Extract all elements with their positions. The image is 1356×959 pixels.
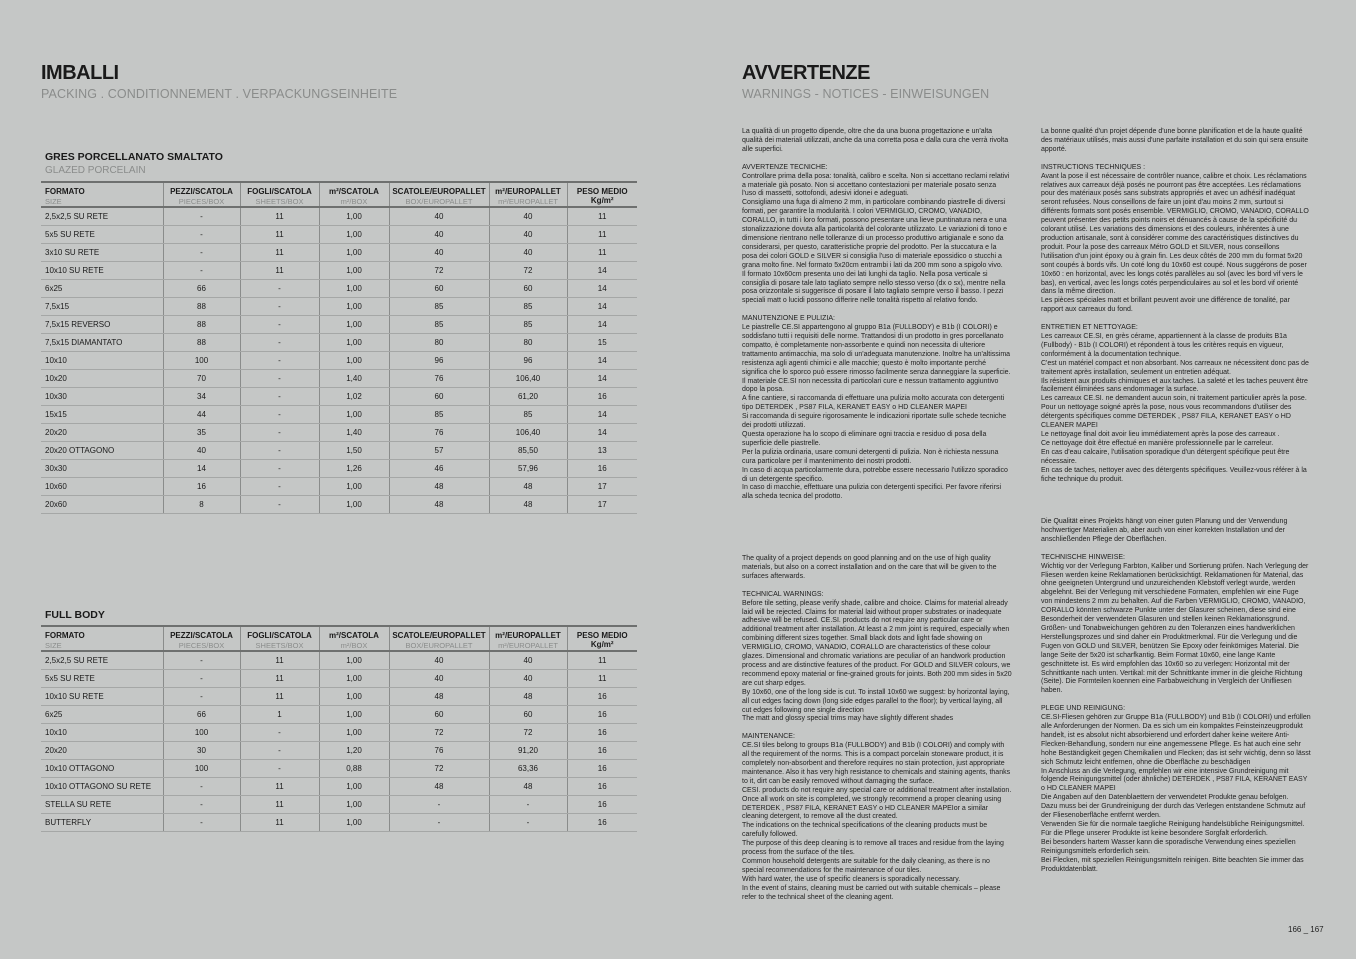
table-cell: 85 <box>389 405 489 423</box>
table-cell: 88 <box>163 315 240 333</box>
table-cell: 8 <box>163 495 240 513</box>
column-header-sublabel: SHEETS/BOX <box>255 641 304 650</box>
table-cell: 1,00 <box>319 333 389 351</box>
table-cell: 61,20 <box>489 387 567 405</box>
table-cell: 14 <box>567 351 637 369</box>
table-row <box>41 405 637 423</box>
paragraph: The quality of a project depends on good planning and on the use of high quality materials, but also on a correct installation and on the care that will be given to the surfaces afterwards. <box>742 555 997 580</box>
table-cell: 34 <box>163 387 240 405</box>
table-cell: 10x60 <box>41 477 163 495</box>
table-cell: 1,40 <box>319 369 389 387</box>
table-row <box>41 225 637 243</box>
column-header <box>319 626 389 651</box>
column-header <box>319 182 389 207</box>
table-cell: 40 <box>163 441 240 459</box>
packing-table-glazed <box>41 181 637 514</box>
table-cell: 1,02 <box>319 387 389 405</box>
table-cell: 40 <box>489 669 567 687</box>
table-cell: 91,20 <box>489 741 567 759</box>
table-cell: 16 <box>567 795 637 813</box>
table-row <box>41 459 637 477</box>
table-cell: 88 <box>163 333 240 351</box>
table-cell: 16 <box>567 759 637 777</box>
table-cell: 85,50 <box>489 441 567 459</box>
table-cell: 76 <box>389 741 489 759</box>
column-header <box>41 626 163 651</box>
table-cell: - <box>240 423 319 441</box>
table-cell: 20x60 <box>41 495 163 513</box>
table-cell: 11 <box>567 243 637 261</box>
table-cell: 16 <box>567 741 637 759</box>
column-header-sublabel: PIECES/BOX <box>178 641 225 650</box>
table-cell: 1,00 <box>319 705 389 723</box>
section-title-glazed: GRES PORCELLANATO SMALTATO <box>45 151 223 163</box>
section-subtitle-glazed: GLAZED PORCELAIN <box>45 165 146 176</box>
column-header-sublabel: m²/BOX <box>340 197 368 206</box>
table-cell: 17 <box>567 495 637 513</box>
table-cell: 16 <box>163 477 240 495</box>
table-cell: 13 <box>567 441 637 459</box>
table-cell: - <box>240 387 319 405</box>
column-header-label: PESO MEDIO Kg/m² <box>576 187 628 205</box>
table-cell: 40 <box>489 225 567 243</box>
table-row <box>41 813 637 831</box>
table-cell: 16 <box>567 723 637 741</box>
table-cell: 40 <box>489 651 567 669</box>
column-header-sublabel: BOX/EUROPALLET <box>405 197 473 206</box>
table-cell: 1,00 <box>319 651 389 669</box>
table-cell: - <box>489 795 567 813</box>
table-cell: 14 <box>567 279 637 297</box>
table-cell: 2,5x2,5 SU RETE <box>41 651 163 669</box>
table-cell: 48 <box>389 477 489 495</box>
column-header <box>567 626 637 651</box>
table-cell: 100 <box>163 723 240 741</box>
table-cell: 11 <box>240 795 319 813</box>
table-cell: 10x10 <box>41 351 163 369</box>
table-cell: 72 <box>389 261 489 279</box>
column-header <box>240 626 319 651</box>
warnings-german <box>1041 518 1311 883</box>
table-cell: 48 <box>489 777 567 795</box>
table-cell: - <box>163 777 240 795</box>
table-cell: - <box>240 741 319 759</box>
table-cell: 15 <box>567 333 637 351</box>
paragraph: La bonne qualité d'un projet dépende d'une bonne planification et de la haute qualité des matériaux utilisés, mais aussi d'une parfaite installation et du soin qui sera ensuite apporté. <box>1041 128 1309 153</box>
table-row <box>41 261 637 279</box>
table-cell: - <box>163 243 240 261</box>
column-header-label: FOGLI/SCATOLA <box>247 631 312 640</box>
table-cell: 72 <box>489 723 567 741</box>
table-cell: 40 <box>389 669 489 687</box>
table-cell: - <box>240 405 319 423</box>
table-cell: 16 <box>567 387 637 405</box>
table-row <box>41 795 637 813</box>
table-cell: 1,00 <box>319 795 389 813</box>
table-cell: 16 <box>567 777 637 795</box>
table-cell: - <box>163 669 240 687</box>
column-header-label: m²/SCATOLA <box>329 187 379 196</box>
table-row <box>41 495 637 513</box>
table-cell: 60 <box>489 279 567 297</box>
table-cell: 106,40 <box>489 369 567 387</box>
table-cell: 48 <box>389 687 489 705</box>
table-cell: 10x10 SU RETE <box>41 261 163 279</box>
table-row <box>41 477 637 495</box>
table-cell: 60 <box>389 705 489 723</box>
table-cell: 11 <box>240 207 319 225</box>
table-cell: - <box>240 441 319 459</box>
table-cell: 60 <box>389 279 489 297</box>
table-cell: 1 <box>240 705 319 723</box>
table-cell: 1,00 <box>319 405 389 423</box>
table-cell: 6x25 <box>41 279 163 297</box>
table-cell: 2,5x2,5 SU RETE <box>41 207 163 225</box>
table-row <box>41 723 637 741</box>
column-header-label: PEZZI/SCATOLA <box>170 187 233 196</box>
table-cell: 1,00 <box>319 813 389 831</box>
table-row <box>41 441 637 459</box>
table-cell: 1,00 <box>319 207 389 225</box>
table-cell: - <box>163 207 240 225</box>
table-cell: 48 <box>489 687 567 705</box>
paragraph: TECHNICAL WARNINGS: Before tile setting, please verify shade, calibre and choice. Claims for material already laid will be rejected. Claims for material laid without proper substrates or inadequate adhesive will be refused. CE.SI. products do not require any particular care or additional treatment after installation. At least a 2 mm joint is required, especially when combining different sizes together. Small black dots and light fade showing on VERMIGLIO, CROMO, VANADIO, CORALLO are characteristics of these colour glazes. Dimensional and chromatic variations are peculiar of an handwork production process and are distinctive features of the product. For GOLD and SILVER colours, we recommend epoxy material or fine-grained grouts for joints. Both 200 mm sides in 5x20 are cut sharp edges. By 10x60, one of the long side is cut. To install 10x60 we suggest: by horizontal laying, all cut edges facing down (long side edges parallel to the floor); by vertical laying, all cut edges following one single direction The matt and glossy special trims may have slightly different shades <box>742 590 1012 723</box>
table-cell: 11 <box>240 261 319 279</box>
column-header-label: FORMATO <box>45 187 85 196</box>
table-cell: 11 <box>240 243 319 261</box>
table-cell: 7,5x15 REVERSO <box>41 315 163 333</box>
table-cell: 1,00 <box>319 687 389 705</box>
table-cell: 11 <box>240 777 319 795</box>
table-cell: - <box>489 813 567 831</box>
table-cell: 40 <box>389 207 489 225</box>
column-header-sublabel: m²/EUROPALLET <box>498 197 558 206</box>
page-subtitle-left: PACKING . CONDITIONNEMENT . VERPACKUNGSEINHEITE <box>41 87 398 101</box>
table-cell: 14 <box>567 405 637 423</box>
table-row <box>41 777 637 795</box>
table-cell: 5x5 SU RETE <box>41 669 163 687</box>
table-cell: 85 <box>489 297 567 315</box>
table-cell: 1,00 <box>319 495 389 513</box>
table-row <box>41 315 637 333</box>
table-cell: 14 <box>567 369 637 387</box>
table-cell: 106,40 <box>489 423 567 441</box>
warnings-english <box>742 555 1012 912</box>
table-row <box>41 243 637 261</box>
table-cell: 16 <box>567 813 637 831</box>
table-row <box>41 207 637 225</box>
table-row <box>41 351 637 369</box>
table-cell: 1,00 <box>319 297 389 315</box>
table-cell: 63,36 <box>489 759 567 777</box>
paragraph: MAINTENANCE: CE.SI tiles belong to groups B1a (FULLBODY) and B1b (I COLORI) and comply with all the requirement of the norms. This is a compact porcelain stoneware product, it is completely non-absorbent and therefore requires no stain protection, just appropriate maintenance. Also it has very high resistance to chemicals and staining agents, thanks to it, dirt can be easily removed without damaging the surface. CESI. products do not require any special care or additional treatment after installation. Once all work on site is completed, we strongly recommend a proper cleaning using DETERDEK , PS87 FILA, KERANET EASY o HD CLEANER MAPEIor a similar cleaning detergent, to remove all the dust created. The indications on the technical specifications of the cleaning products must be carefully followed. The purpose of this deep cleaning is to remove all traces and residue from the laying process from the surface of the tiles. Common household detergents are suitable for the daily cleaning, as there is no special recommendations for the maintenance of our tiles. With hard water, the use of specific cleaners is sporadically necessary. In the event of stains, cleaning must be carried out with suitable chemicals – please refer to the technical sheet of the cleaning agent. <box>742 733 1012 901</box>
table-cell: 16 <box>567 459 637 477</box>
table-row <box>41 687 637 705</box>
column-header <box>389 182 489 207</box>
table-cell: 48 <box>389 777 489 795</box>
table-cell: 1,20 <box>319 741 389 759</box>
table-cell: 20x20 OTTAGONO <box>41 441 163 459</box>
table-row <box>41 369 637 387</box>
table-cell: 96 <box>489 351 567 369</box>
table-cell: 1,00 <box>319 279 389 297</box>
table-cell: 46 <box>389 459 489 477</box>
table-cell: 1,40 <box>319 423 389 441</box>
table-row <box>41 279 637 297</box>
table-cell: BUTTERFLY <box>41 813 163 831</box>
table-cell: 70 <box>163 369 240 387</box>
section-title-fullbody: FULL BODY <box>45 609 105 621</box>
table-cell: 1,00 <box>319 669 389 687</box>
table-cell: 100 <box>163 759 240 777</box>
table-cell: 1,26 <box>319 459 389 477</box>
table-row <box>41 333 637 351</box>
column-header <box>389 626 489 651</box>
column-header <box>567 182 637 207</box>
column-header <box>489 626 567 651</box>
page-title-left: IMBALLI <box>41 62 119 84</box>
table-cell: - <box>240 477 319 495</box>
table-cell: 60 <box>389 387 489 405</box>
table-cell: 17 <box>567 477 637 495</box>
table-cell: 5x5 SU RETE <box>41 225 163 243</box>
table-cell: 96 <box>389 351 489 369</box>
column-header-label: SCATOLE/EUROPALLET <box>392 631 486 640</box>
table-cell: 72 <box>389 759 489 777</box>
column-header <box>163 626 240 651</box>
table-cell: 1,00 <box>319 225 389 243</box>
packing-table-fullbody <box>41 625 637 832</box>
page-subtitle-right: WARNINGS - NOTICES - EINWEISUNGEN <box>742 87 990 101</box>
table-cell: 11 <box>567 207 637 225</box>
paragraph: La qualità di un progetto dipende, oltre che da una buona progettazione e un'alta qualità dei materiali utilizzati, anche da una corretta posa e dalla cura che verrà rivolta alle superfici. <box>742 128 1009 153</box>
table-cell: 48 <box>489 495 567 513</box>
table-cell: 1,00 <box>319 261 389 279</box>
table-cell: 85 <box>389 315 489 333</box>
column-header-sublabel: SIZE <box>45 197 62 206</box>
column-header-label: PESO MEDIO Kg/m² <box>576 631 628 649</box>
table-row <box>41 741 637 759</box>
table-cell: 14 <box>567 297 637 315</box>
table-cell: 10x20 <box>41 369 163 387</box>
table-cell: 0,88 <box>319 759 389 777</box>
table-cell: 1,00 <box>319 315 389 333</box>
table-row <box>41 387 637 405</box>
page-numbers: 166 _ 167 <box>1288 925 1324 934</box>
table-cell: - <box>240 297 319 315</box>
table-cell: 11 <box>240 225 319 243</box>
column-header <box>489 182 567 207</box>
table-cell: 57,96 <box>489 459 567 477</box>
table-cell: 76 <box>389 423 489 441</box>
table-cell: 7,5x15 <box>41 297 163 315</box>
table-cell: 60 <box>489 705 567 723</box>
table-cell: 72 <box>389 723 489 741</box>
paragraph: PLEGE UND REINIGUNG: CE.SI-Fliesen gehören zur Gruppe B1a (FULLBODY) und B1b (I COLORI) und erfüllen alle Anforderungen der Normen. Da es sich um ein kompaktes Feinsteinzeugprodukt handelt, ist es absolut nicht absorbierend und erfordert daher keine weitere Anti-Flecken-Behandlung, sondern nur eine angemessene Pflege. Es hat auch eine sehr hohe Beständigkeit gegen Chemikalien und Flecken; das ist sehr wichtig, denn so lässt sich Schmutz leicht entfernen, ohne die Oberfläche zu beschädigen In Anschluss an die Verlegung, empfehlen wir eine intensive Grundreinigung mit folgende Reinigungsmittel (oder ähnliche) DETERDEK , PS87 FILA, KERANET EASY o HD CLEANER MAPEI Die Angaben auf den Datenblaettern der verwendetet Produkte genau befolgen. Dazu muss bei der Grundreinigung der durch das Verlegen entstandene Schmutz auf der Fliesenoberfläche entfernt werden. Verwenden Sie für die normale taegliche Reinigung handelsübliche Reinigungsmittel. Für die Pflege unserer Produkte ist keine besondere Sorgfalt erforderlich. Bei besonders hartem Wasser kann die sporadische Verwendung eines speziellen Reinigungsmittels erforderlich sein. Bei Flecken, mit speziellen Reinigungsmitteln reinigen. Bitte beachten Sie immer das Produktdatenblatt. <box>1041 705 1311 873</box>
table-cell: 10x10 OTTAGONO <box>41 759 163 777</box>
table-cell: 30 <box>163 741 240 759</box>
table-cell: 48 <box>489 477 567 495</box>
table-cell: 57 <box>389 441 489 459</box>
table-cell: 30x30 <box>41 459 163 477</box>
column-header-sublabel: PIECES/BOX <box>178 197 225 206</box>
table-cell: - <box>240 369 319 387</box>
column-header-sublabel: m²/BOX <box>340 641 368 650</box>
column-header <box>240 182 319 207</box>
table-cell: 85 <box>489 315 567 333</box>
paragraph: AVVERTENZE TECNICHE: Controllare prima della posa: tonalità, calibro e scelta. Non si accettano reclami relativi a materiale già posato. Non si accettano contestazioni per materiale posato senza l'uso di massetti, sottofondi, adesivi idonei e adeguati. Consigliamo una fuga di almeno 2 mm, in particolare combinando piastrelle di diversi formati, per garantire la modularità. I colori VERMIGLIO, CROMO, VANADIO, CORALLO, in tutti i loro formati, possono presentare una lieve puntinatura nera e una stonalizzazione dovuta alla particolarità del colorante utilizzato. Le variazioni di tono e dimensione rientrano nelle tolleranze di un processo produttivo artigianale e sono da considerarsi, per questo, caratteristiche proprie del prodotto. Per la stuccatura e la posa dei colori GOLD e SILVER si consiglia l'uso di materiale epossidico o stucchi a grana molto fine. Nel formato 5x20cm entrambi i lati da 200 mm sono a spigolo vivo. Il formato 10x60cm presenta uno dei lati lunghi da taglio. Nella posa verticale si consiglia di posare tale lato tagliato sempre nello stesso verso (dx o sx), mentre nella posa orizzontale si suggerisce di posare il lato tagliato sempre verso il basso. I pezzi speciali matt o lucidi possono differire nelle tonalità rispetto al relativo fondo. <box>742 163 1010 305</box>
table-cell: 16 <box>567 705 637 723</box>
table-cell: 14 <box>163 459 240 477</box>
paragraph: ENTRETIEN ET NETTOYAGE: Les carreaux CE.SI, en grès cérame, appartiennent à la classe de produits B1a (Fullbody) - B1b (I COLORI) et répondent à tous les critères requis en vigueur, conformément à la documentation technique. C'est un matériel compact et non absorbant. Nos carreaux ne nécessitent donc pas de traitement après installation, seulement un entretien adéquat. Ils résistent aux produits chimiques et aux taches. La saleté et les taches peuvent être facilement éliminées sans endommager la surface. Les carreaux CE.SI. ne demandent aucun soin, ni traitement particulier après la pose. Pour un nettoyage soigné après la pose, nous vous recommandons d'utiliser des détergents spécifiques comme DETERDEK , PS87 FILA, KERANET EASY o HD CLEANER MAPEI Le nettoyage final doit avoir lieu immédiatement après la pose des carreaux . Ce nettoyage doit être effectué en manière professionnelle par le carreleur. En cas d'eau calcaire, l'utilisation sporadique d'un détergent spécifique peut être nécessaire. En cas de taches, nettoyer avec des détergents spécifiques. Veuillez-vous référer à la fiche technique du produit. <box>1041 324 1309 483</box>
table-cell: 15x15 <box>41 405 163 423</box>
table-cell: 1,00 <box>319 723 389 741</box>
table-cell: 85 <box>489 405 567 423</box>
table-row <box>41 705 637 723</box>
table-cell: 66 <box>163 279 240 297</box>
column-header-sublabel: BOX/EUROPALLET <box>405 641 473 650</box>
page-title-right: AVVERTENZE <box>742 62 870 84</box>
column-header-sublabel: SHEETS/BOX <box>255 197 304 206</box>
table-cell: - <box>163 651 240 669</box>
table-cell: 88 <box>163 297 240 315</box>
table-cell: 16 <box>567 687 637 705</box>
table-cell: - <box>163 813 240 831</box>
table-cell: 40 <box>489 207 567 225</box>
table-cell: - <box>240 759 319 777</box>
table-cell: 11 <box>240 687 319 705</box>
column-header-label: m²/EUROPALLET <box>495 187 561 196</box>
warnings-french <box>1041 128 1311 493</box>
table-cell: - <box>240 723 319 741</box>
table-cell: 40 <box>389 225 489 243</box>
column-header-label: FOGLI/SCATOLA <box>247 187 312 196</box>
table-cell: - <box>240 333 319 351</box>
column-header-label: m²/EUROPALLET <box>495 631 561 640</box>
table-cell: - <box>163 225 240 243</box>
table-cell: 20x20 <box>41 741 163 759</box>
paragraph: MANUTENZIONE E PULIZIA: Le piastrelle CE.SI appartengono al gruppo B1a (FULLBODY) e B1b (I COLORI) e soddisfano tutti i requisiti delle norme. Trattandosi di un prodotto in gres porcellanato compatto, è completamente non-assorbente e quindi non necessita di ulteriore trattamento antimacchia, ma solo di un'adeguata manutenzione. Inoltre ha un'altissima resistenza agli agenti chimici e alle macchie; questo è molto importante perché significa che lo sporco può essere rimosso facilmente senza danneggiare la superficie. Il materiale CE.SI non necessita di particolari cure e nessun trattamento aggiuntivo dopo la posa. A fine cantiere, si raccomanda di effettuare una pulizia molto accurata con detergenti tipo DETERDEK , PS87 FILA, KERANET EASY o HD CLEANER MAPEI Si raccomanda di seguire rigorosamente le indicazioni riportate sulle schede tecniche dei prodotti utilizzati. Questa operazione ha lo scopo di eliminare ogni traccia e residuo di posa della superficie delle piastrelle. Per la pulizia ordinaria, usare comuni detergenti di pulizia. Non è richiesta nessuna cura particolare per il mantenimento dei nostri prodotti. In caso di acqua particolarmente dura, potrebbe essere necessario l'utilizzo sporadico di un detergente specifico. In caso di macchie, effettuare una pulizia con detergenti specifici. Per favore riferirsi alla scheda tecnica del prodotto. <box>742 315 1011 501</box>
table-cell: 11 <box>567 669 637 687</box>
table-cell: 66 <box>163 705 240 723</box>
table-cell: - <box>389 795 489 813</box>
table-cell: 76 <box>389 369 489 387</box>
column-header-label: SCATOLE/EUROPALLET <box>392 187 486 196</box>
table-cell: - <box>240 495 319 513</box>
column-header-label: m²/SCATOLA <box>329 631 379 640</box>
column-header-sublabel: m²/EUROPALLET <box>498 641 558 650</box>
table-cell: 11 <box>567 651 637 669</box>
table-row <box>41 297 637 315</box>
table-cell: 40 <box>389 243 489 261</box>
table-cell: 1,00 <box>319 477 389 495</box>
column-header-sublabel: SIZE <box>45 641 62 650</box>
column-header-label: FORMATO <box>45 631 85 640</box>
table-row <box>41 669 637 687</box>
table-row <box>41 759 637 777</box>
table-cell: 1,00 <box>319 777 389 795</box>
table-cell: - <box>389 813 489 831</box>
column-header <box>41 182 163 207</box>
paragraph: INSTRUCTIONS TECHNIQUES : Avant la pose il est nécessaire de contrôler nuance, calibre et choix. Les réclamations relatives aux carreaux déjà posés ne pourront pas être acceptées. Les réclamations pour des matériaux posés sans substrats appropriés et avec un adhésif inadéquat seront refusées. Nous conseillons de faire un joint d'au moins 2 mm, surtout si différents formats sont posés ensemble. VERMIGLIO, CROMO, VANADIO, CORALLO peuvent présenter des petits points noirs et dénuancés à cause de la spécificité du colorant utilisé. Les variations des dimensions et des couleurs, inhérentes à une production artisanale, sont à considérer comme des caractéristiques distinctives du produit. Pour la pose des carreaux Métro GOLD et SILVER, nous conseillons l'utilisation d'un joint époxy ou à grain fin. Les deux côtés de 200 mm du format 5x20 sont coupés à bords vifs. Un coté long du 10x60 est coupé. Nous suggérons de poser 10x60 : en horizontal, avec les longs cotés parallèles au sol (avec les bord vif vers le bas), en vertical, avec les longs cotés perpendiculaires au sol et les bord vif orienté dans la même direction. Les pièces spéciales matt et brillant peuvent avoir une différence de tonalité, par rapport aux carreaux du fond. <box>1041 163 1309 314</box>
table-cell: - <box>240 351 319 369</box>
table-cell: - <box>240 459 319 477</box>
table-cell: 40 <box>389 651 489 669</box>
table-cell: 80 <box>389 333 489 351</box>
table-cell: 85 <box>389 297 489 315</box>
table-cell: 10x10 <box>41 723 163 741</box>
table-cell: 20x20 <box>41 423 163 441</box>
column-header-label: PEZZI/SCATOLA <box>170 631 233 640</box>
table-cell: 1,50 <box>319 441 389 459</box>
table-cell: 44 <box>163 405 240 423</box>
table-cell: STELLA SU RETE <box>41 795 163 813</box>
warnings-italian <box>742 128 1012 511</box>
table-cell: - <box>163 795 240 813</box>
table-cell: 100 <box>163 351 240 369</box>
table-cell: 11 <box>240 651 319 669</box>
table-cell: 10x10 SU RETE <box>41 687 163 705</box>
table-cell: 40 <box>489 243 567 261</box>
table-cell: - <box>163 261 240 279</box>
table-cell: 14 <box>567 423 637 441</box>
table-row <box>41 651 637 669</box>
table-cell: 11 <box>240 813 319 831</box>
table-cell: 10x30 <box>41 387 163 405</box>
table-cell: 35 <box>163 423 240 441</box>
table-cell: 72 <box>489 261 567 279</box>
column-header <box>163 182 240 207</box>
table-cell: - <box>240 315 319 333</box>
table-cell: 14 <box>567 261 637 279</box>
table-cell: 11 <box>567 225 637 243</box>
paragraph: TECHNISCHE HINWEISE: Wichtig vor der Verlegung Farbton, Kaliber und Sortierung prüfen. Nach Verlegung der Fliesen werden keine Reklamationen berücksichtigt. Reklamationen für Material, das ohne geeigneten Untergrund und unzureichenden Klebstoff verlegt wurde, werden abgelehnt. Bei der Verlegung mit verschiedene Formaten, empfehlen wir eine Fuge von mindestens 2 mm zu behalten. Auf die Farben VERMIGLIO, CROMO, VANADIO, CORALLO könnten schwarze Punkte unter der Glasurer scheinen, diese sind eine Besonderheit der verwendeten Glasuren und stellen keinen Reklamationsgrund. Größen- und Tonabweichungen gehören zu den Toleranzen eines handwerklichen Herstellungsprozes und sind daher ein Produktmerkmal. Für die Verlegung und die Fugen von GOLD und SILVER, benützen Sie Epoxy oder feinkörniges Material. Die lange Seite der 5x20 ist scharfkantig. Beim Format 10x60, eine lange Kante geschnittete ist. Es wird empfohlen das 10x60 so zu verlegen: Horizontal mit der Schnittkante nach unten. Vertikal: mit der Schnittkante immer in die gleiche Richtung (Seite). Die Formteilen koennen eine Farbabweichung in Vergleich der Unifliesen haben. <box>1041 553 1309 695</box>
table-cell: 11 <box>240 669 319 687</box>
table-cell: 1,00 <box>319 351 389 369</box>
table-cell: 48 <box>389 495 489 513</box>
table-cell: 1,00 <box>319 243 389 261</box>
table-cell: 10x10 OTTAGONO SU RETE <box>41 777 163 795</box>
table-row <box>41 423 637 441</box>
table-cell: 3x10 SU RETE <box>41 243 163 261</box>
table-cell: 80 <box>489 333 567 351</box>
table-cell: - <box>240 279 319 297</box>
table-cell: 14 <box>567 315 637 333</box>
table-cell: - <box>163 687 240 705</box>
table-cell: 6x25 <box>41 705 163 723</box>
table-cell: 7,5x15 DIAMANTATO <box>41 333 163 351</box>
paragraph: Die Qualität eines Projekts hängt von einer guten Planung und der Verwendung hochwertiger Materialien ab, aber auch von einer korrekten Installation und der anschließenden Pflege der Oberflächen. <box>1041 518 1288 543</box>
